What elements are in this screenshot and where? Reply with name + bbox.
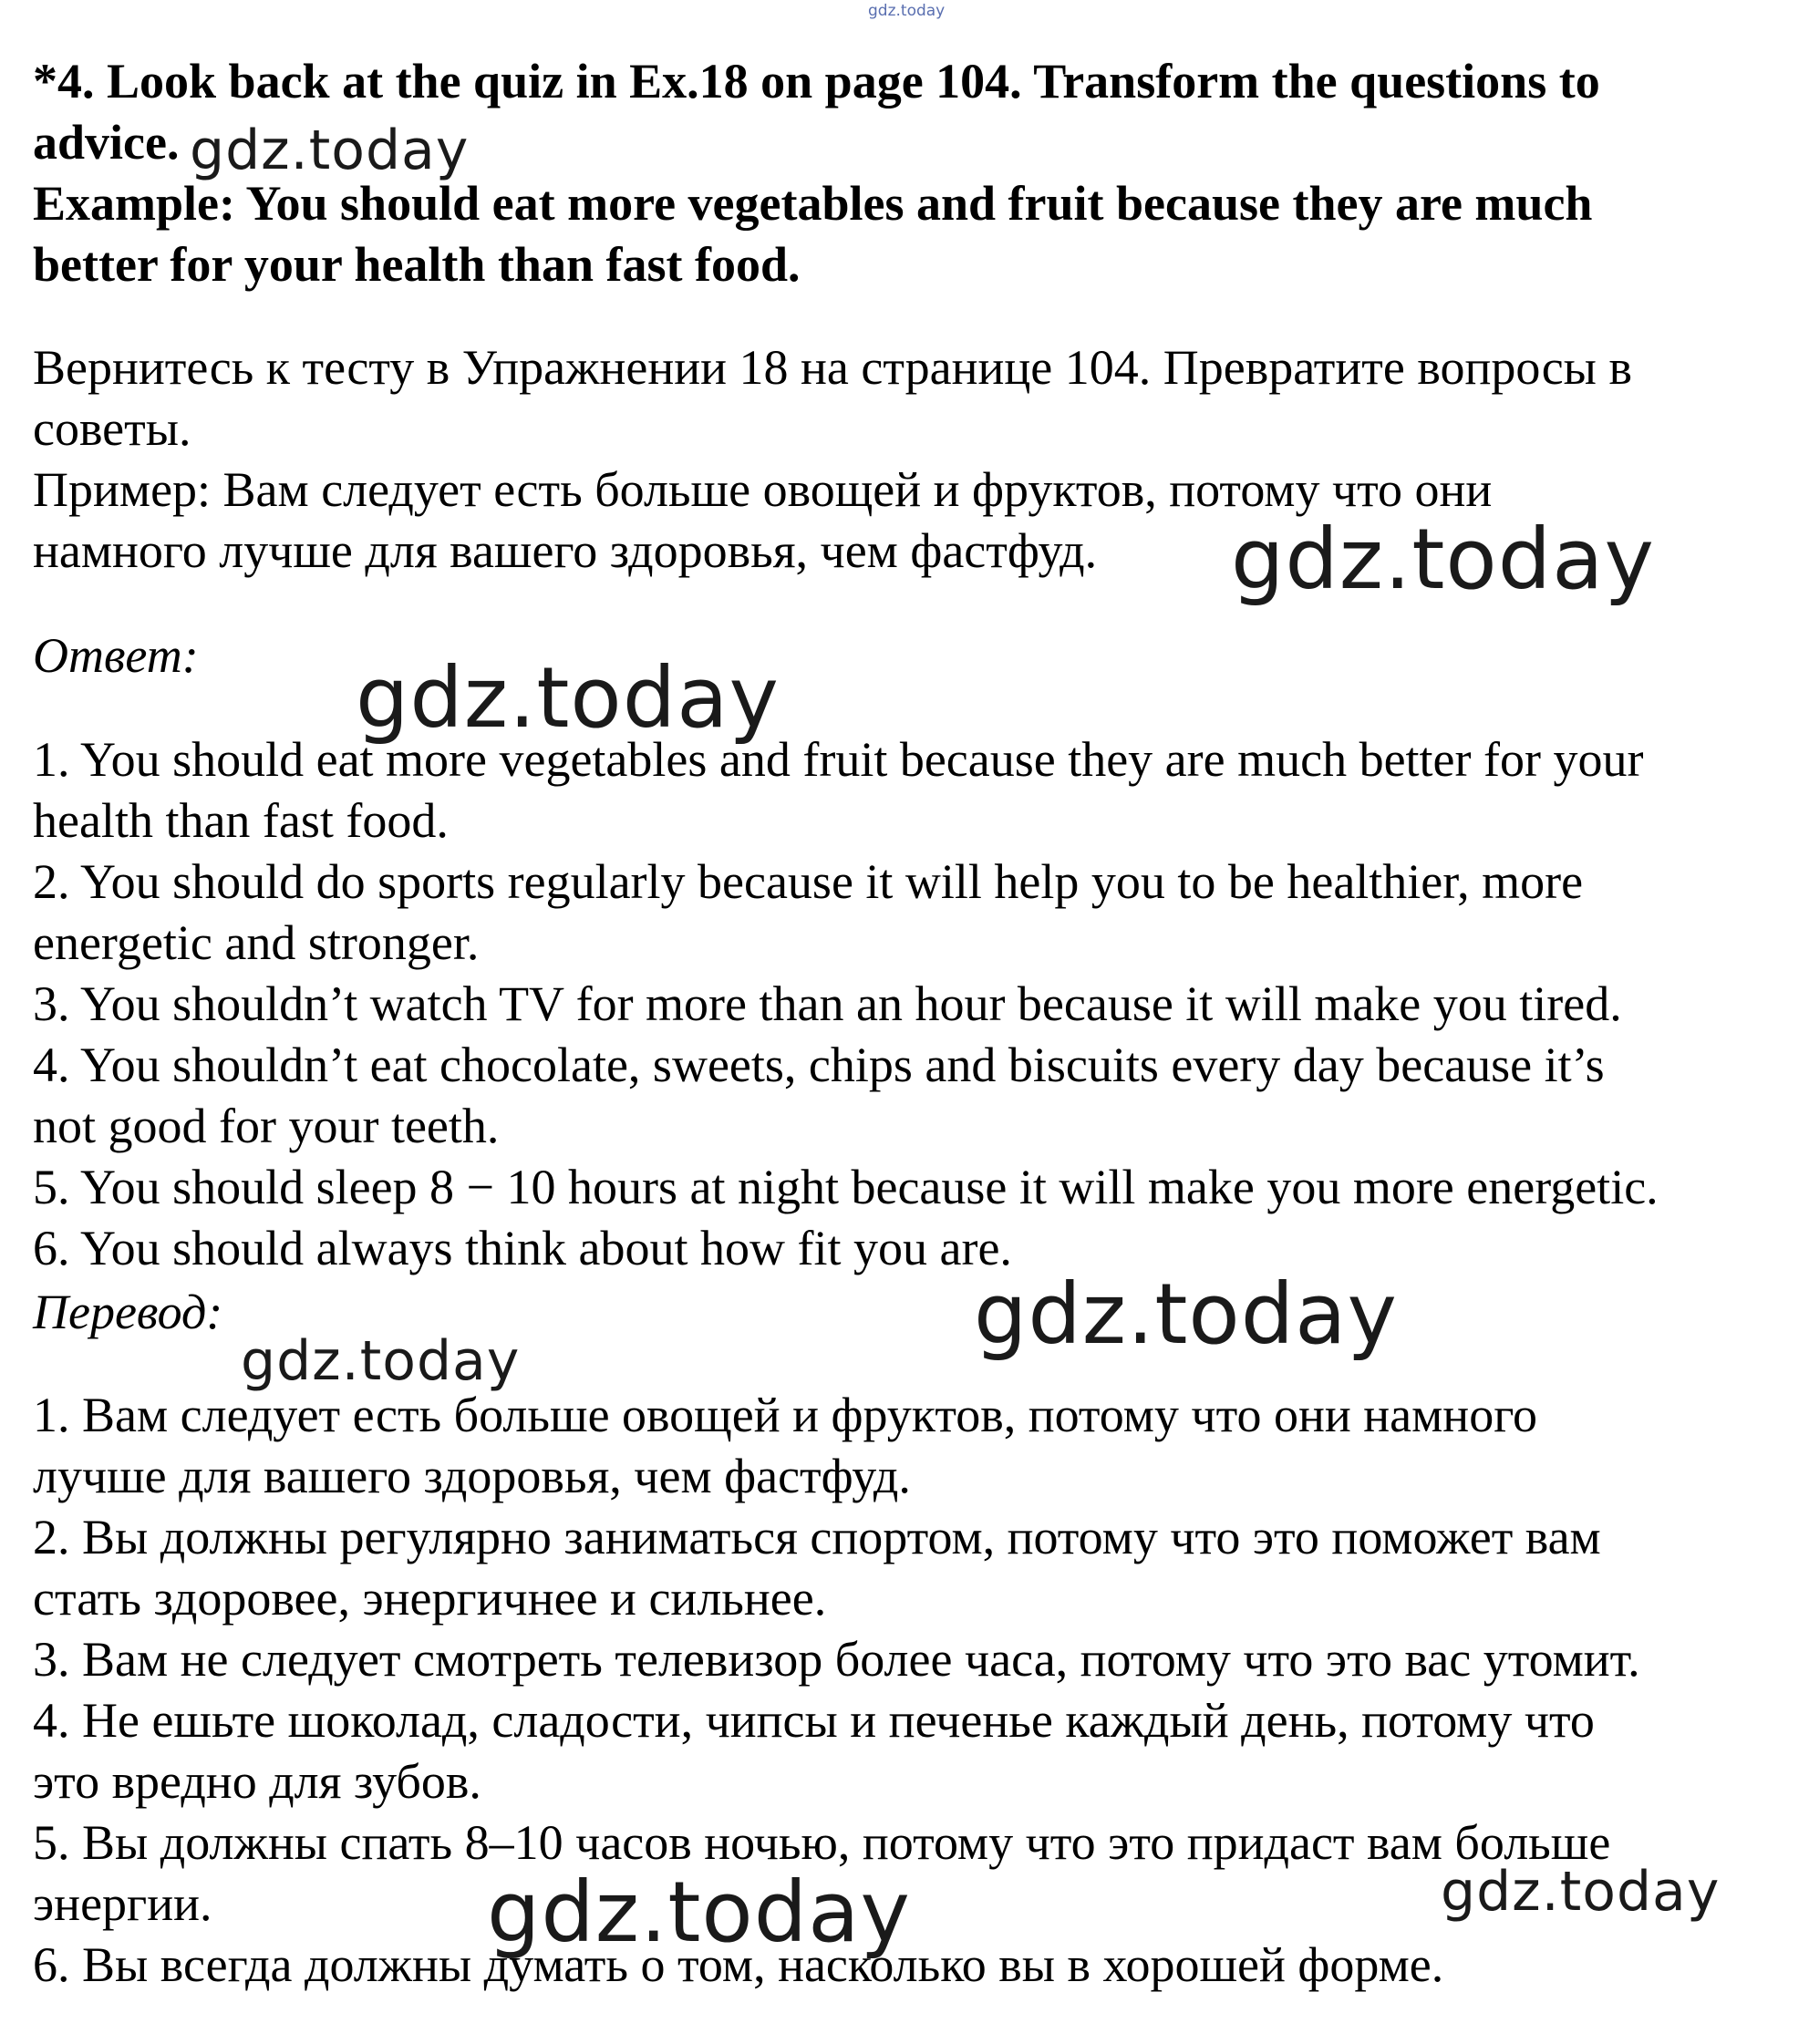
translation-line: 5. Вы должны спать 8–10 часов ночью, потому что это придаст вам больше	[33, 1815, 1611, 1870]
translation-heading: Перевод:	[33, 1285, 223, 1339]
watermark: gdz.today	[1231, 511, 1655, 608]
watermark: gdz.today	[356, 649, 780, 747]
watermark: gdz.today	[974, 1265, 1398, 1363]
translation-line: 1. Вам следует есть больше овощей и фруктов, потому что они намного	[33, 1388, 1538, 1442]
translation-line: 2. Вы должны регулярно заниматься спортом, потому что это поможет вам	[33, 1510, 1601, 1564]
task-line: Example: You should eat more vegetables and fruit because they are much	[33, 176, 1593, 231]
top-watermark: gdz.today	[868, 2, 946, 20]
task-ru-line: Пример: Вам следует есть больше овощей и фруктов, потому что они	[33, 462, 1493, 517]
watermark: gdz.today	[190, 119, 470, 182]
translation-line: 6. Вы всегда должны думать о том, насколько вы в хорошей форме.	[33, 1937, 1444, 1992]
answer-line: not good for your teeth.	[33, 1099, 500, 1153]
task-line: *4. Look back at the quiz in Ex.18 on page 104. Transform the questions to	[33, 54, 1600, 108]
task-line: advice.	[33, 115, 180, 170]
answer-list	[33, 729, 1793, 1279]
answer-line: 6. You should always think about how fit you are.	[33, 1221, 1012, 1275]
answer-line: energetic and stronger.	[33, 915, 480, 970]
answer-heading: Ответ:	[33, 628, 199, 683]
translation-line: 4. Не ешьте шоколад, сладости, чипсы и печенье каждый день, потому что	[33, 1693, 1595, 1748]
watermark: gdz.today	[1441, 1860, 1721, 1924]
translation-line: лучше для вашего здоровья, чем фастфуд.	[33, 1449, 911, 1503]
answer-line: 3. You shouldn’t watch TV for more than an hour because it will make you tired.	[33, 976, 1622, 1031]
task-ru-line: советы.	[33, 401, 191, 456]
answer-line: 2. You should do sports regularly because it will help you to be healthier, more	[33, 854, 1584, 909]
task-ru-line: Вернитесь к тесту в Упражнении 18 на странице 104. Превратите вопросы в	[33, 340, 1632, 395]
translation-line: это вредно для зубов.	[33, 1754, 481, 1809]
translation-line: стать здоровее, энергичнее и сильнее.	[33, 1571, 827, 1626]
answer-line: 4. You shouldn’t eat chocolate, sweets, chips and biscuits every day because it’s	[33, 1037, 1605, 1092]
watermark: gdz.today	[241, 1329, 521, 1393]
task-ru-line: намного лучше для вашего здоровья, чем фастфуд.	[33, 523, 1098, 578]
answer-line: health than fast food.	[33, 793, 449, 848]
answer-line: 1. You should eat more vegetables and fruit because they are much better for your	[33, 732, 1644, 787]
translation-line: 3. Вам не следует смотреть телевизор более часа, потому что это вас утомит.	[33, 1632, 1640, 1687]
task-line: better for your health than fast food.	[33, 237, 801, 292]
answer-line: 5. You should sleep 8 − 10 hours at night because it will make you more energetic.	[33, 1160, 1659, 1214]
watermark: gdz.today	[487, 1863, 911, 1961]
translation-line: энергии.	[33, 1876, 212, 1931]
